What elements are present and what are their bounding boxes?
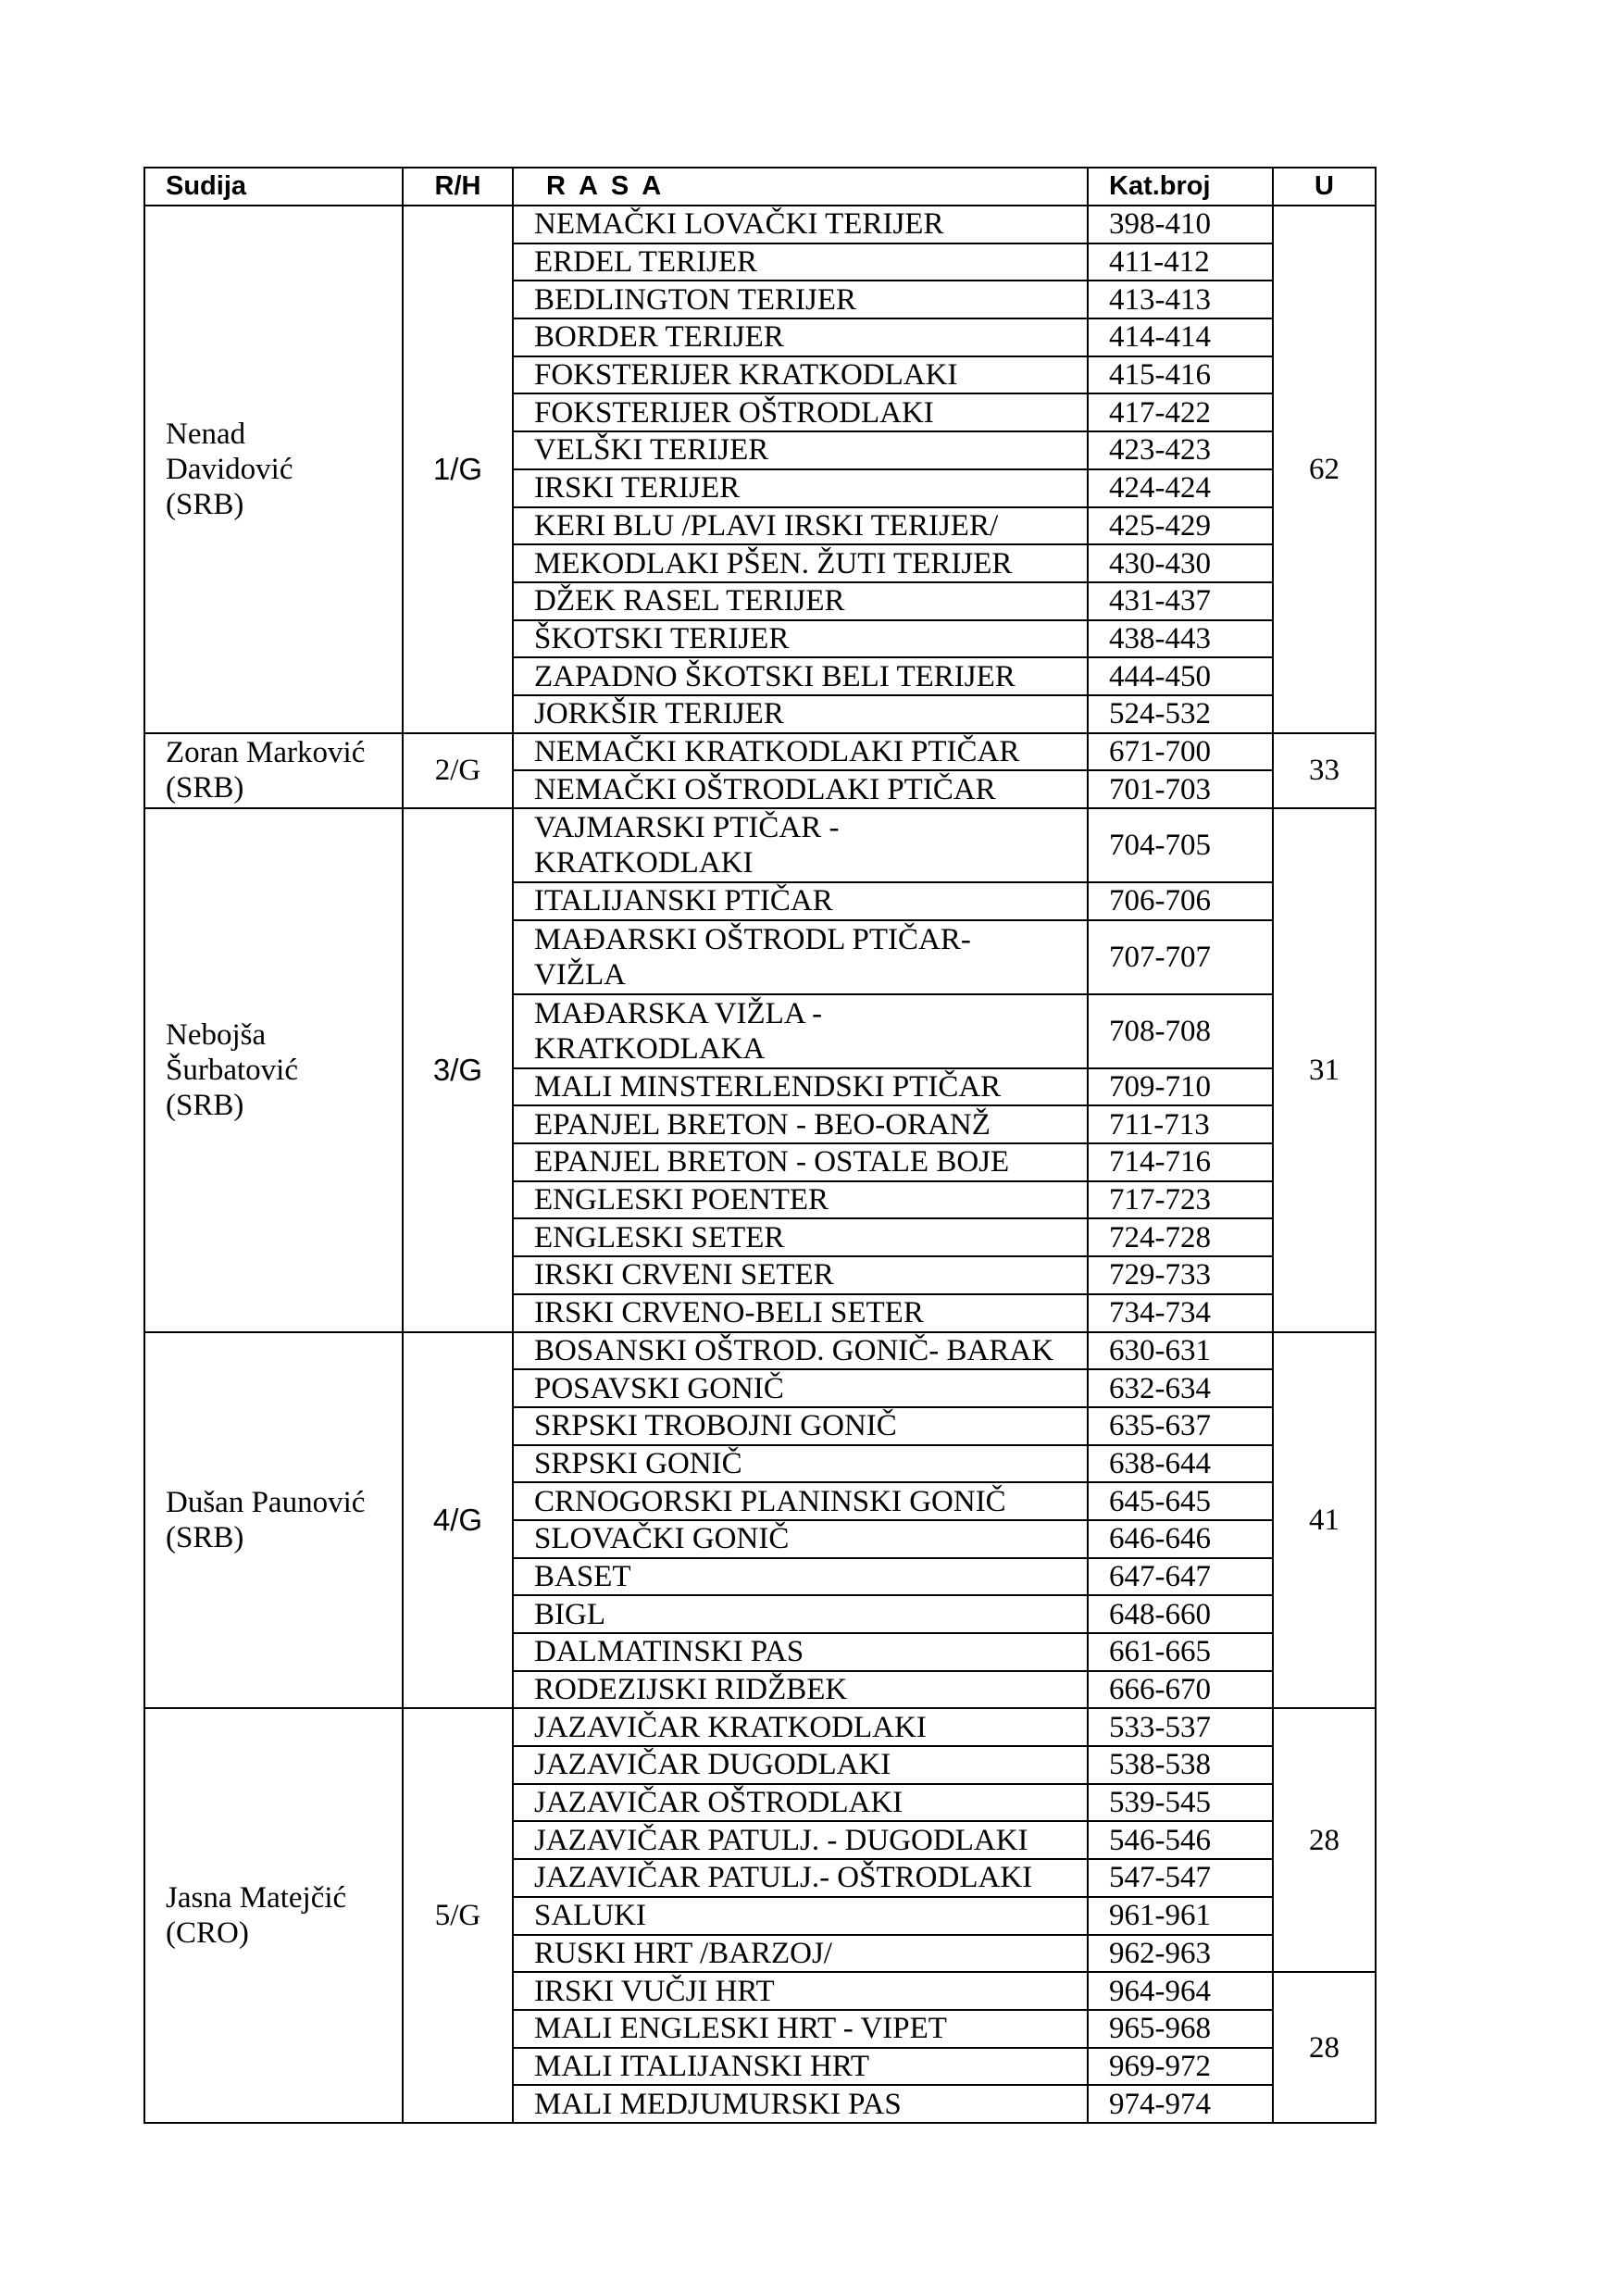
catalog-range: 711-713: [1088, 1105, 1273, 1143]
breed-name: [513, 1369, 1088, 1407]
ring-number: 2/G: [403, 733, 513, 808]
catalog-range: 546-546: [1088, 1821, 1273, 1859]
breed-name-text: IRSKI CRVENO-BELI SETER: [534, 1296, 924, 1330]
ring-number: 5/G: [403, 1708, 513, 2123]
breed-name: [513, 1068, 1088, 1106]
breed-name: [513, 1181, 1088, 1219]
judge-name: [144, 1332, 403, 1709]
breed-name-text: IRSKI VUČJI HRT: [534, 1974, 775, 2008]
breed-name: [513, 507, 1088, 545]
breed-name: [513, 1897, 1088, 1935]
table-row: [144, 1332, 1376, 1370]
breed-name: [513, 1746, 1088, 1784]
header-total: U: [1273, 168, 1376, 206]
breed-name-text: MAĐARSKI OŠTRODL PTIČAR- VIŽLA: [534, 922, 971, 992]
breed-name: [513, 1332, 1088, 1370]
breed-name-text: VELŠKI TERIJER: [534, 433, 769, 468]
breed-name: [513, 1407, 1088, 1445]
entry-total: 33: [1273, 733, 1376, 808]
table-row: [144, 733, 1376, 771]
ring-number: 3/G: [403, 808, 513, 1332]
breed-name-text: RUSKI HRT /BARZOJ/: [534, 1936, 832, 1970]
catalog-range: 734-734: [1088, 1294, 1273, 1332]
breed-name-text: JORKŠIR TERIJER: [534, 697, 784, 731]
breed-name: [513, 356, 1088, 394]
catalog-range: 671-700: [1088, 733, 1273, 771]
breed-name: [513, 1218, 1088, 1256]
breed-name: [513, 657, 1088, 695]
breed-name-text: BOSANSKI OŠTROD. GONIČ- BARAK: [534, 1333, 1054, 1367]
breed-name-text: JAZAVIČAR KRATKODLAKI: [534, 1710, 927, 1744]
breed-name: [513, 882, 1088, 920]
catalog-range: 646-646: [1088, 1520, 1273, 1558]
catalog-range: 398-410: [1088, 206, 1273, 243]
entry-total: 31: [1273, 808, 1376, 1332]
breed-name: [513, 469, 1088, 507]
breed-name: [513, 544, 1088, 582]
header-ring: R/H: [403, 168, 513, 206]
catalog-range: 524-532: [1088, 695, 1273, 733]
breed-name-text: FOKSTERIJER OŠTRODLAKI: [534, 395, 934, 430]
breed-name-text: JAZAVIČAR PATULJ.- OŠTRODLAKI: [534, 1861, 1033, 1895]
breed-name-text: NEMAČKI OŠTRODLAKI PTIČAR: [534, 772, 996, 806]
breed-name-text: EPANJEL BRETON - BEO-ORANŽ: [534, 1107, 991, 1142]
breed-name-text: FOKSTERIJER KRATKODLAKI: [534, 358, 958, 393]
catalog-range: 648-660: [1088, 1595, 1273, 1633]
judge-name-text: Dušan Paunović (SRB): [166, 1485, 366, 1554]
breed-name: [513, 1294, 1088, 1332]
catalog-range: 417-422: [1088, 393, 1273, 431]
judging-schedule-table: [143, 167, 1377, 2124]
catalog-range: 444-450: [1088, 657, 1273, 695]
breed-name: [513, 431, 1088, 469]
breed-name-text: SRPSKI GONIČ: [534, 1446, 742, 1480]
breed-name: [513, 733, 1088, 771]
catalog-range: 729-733: [1088, 1256, 1273, 1294]
table-body: [144, 206, 1376, 2123]
breed-name: [513, 1671, 1088, 1709]
breed-name-text: CRNOGORSKI PLANINSKI GONIČ: [534, 1484, 1006, 1518]
breed-name: [513, 1105, 1088, 1143]
breed-name: [513, 318, 1088, 356]
breed-name-text: MALI MEDJUMURSKI PAS: [534, 2087, 902, 2121]
breed-name: [513, 1558, 1088, 1596]
catalog-range: 724-728: [1088, 1218, 1273, 1256]
catalog-range: 961-961: [1088, 1897, 1273, 1935]
catalog-range: 645-645: [1088, 1482, 1273, 1520]
breed-name: [513, 281, 1088, 318]
header-judge: Sudija: [144, 168, 403, 206]
breed-name-text: BIGL: [534, 1597, 605, 1631]
judge-name-text: Zoran Marković (SRB): [166, 736, 366, 805]
breed-name-text: JAZAVIČAR PATULJ. - DUGODLAKI: [534, 1823, 1028, 1857]
catalog-range: 706-706: [1088, 882, 1273, 920]
judge-name: [144, 808, 403, 1332]
breed-name: [513, 1595, 1088, 1633]
breed-name: [513, 1935, 1088, 1973]
breed-name-text: JAZAVIČAR DUGODLAKI: [534, 1748, 891, 1782]
breed-name-text: BORDER TERIJER: [534, 320, 784, 355]
catalog-range: 701-703: [1088, 770, 1273, 808]
breed-name: [513, 920, 1088, 994]
breed-name-text: ŠKOTSKI TERIJER: [534, 621, 790, 655]
ring-number: 1/G: [403, 206, 513, 733]
catalog-range: 965-968: [1088, 2010, 1273, 2048]
catalog-range: 707-707: [1088, 920, 1273, 994]
breed-name: [513, 2010, 1088, 2048]
breed-name: [513, 1256, 1088, 1294]
catalog-range: 430-430: [1088, 544, 1273, 582]
breed-name: [513, 808, 1088, 882]
judge-name-text: Jasna Matejčić (CRO): [166, 1881, 347, 1951]
breed-name-text: ENGLESKI POENTER: [534, 1183, 829, 1217]
breed-name: [513, 994, 1088, 1068]
breed-name-text: IRSKI CRVENI SETER: [534, 1258, 834, 1292]
catalog-range: 438-443: [1088, 620, 1273, 658]
breed-name-text: SRPSKI TROBOJNI GONIČ: [534, 1409, 897, 1443]
catalog-range: 704-705: [1088, 808, 1273, 882]
judge-name-text: Nenad Davidović (SRB): [166, 417, 293, 521]
catalog-range: 962-963: [1088, 1935, 1273, 1973]
catalog-range: 647-647: [1088, 1558, 1273, 1596]
breed-name-text: JAZAVIČAR OŠTRODLAKI: [534, 1786, 903, 1820]
judge-name-text: Nebojša Šurbatović (SRB): [166, 1017, 298, 1122]
catalog-range: 717-723: [1088, 1181, 1273, 1219]
breed-name: [513, 770, 1088, 808]
breed-name: [513, 243, 1088, 281]
breed-name-text: MALI MINSTERLENDSKI PTIČAR: [534, 1070, 1002, 1104]
entry-total: 28: [1273, 1708, 1376, 1972]
breed-name: [513, 2085, 1088, 2123]
catalog-range: 538-538: [1088, 1746, 1273, 1784]
breed-name: [513, 1520, 1088, 1558]
header-breed: RASA: [513, 168, 1088, 206]
catalog-range: 630-631: [1088, 1332, 1273, 1370]
catalog-range: 709-710: [1088, 1068, 1273, 1106]
breed-name-text: SALUKI: [534, 1899, 646, 1933]
catalog-range: 415-416: [1088, 356, 1273, 394]
breed-name: [513, 1972, 1088, 2010]
breed-name-text: ENGLESKI SETER: [534, 1220, 785, 1254]
ring-number: 4/G: [403, 1332, 513, 1709]
breed-name: [513, 1633, 1088, 1671]
table-row: [144, 206, 1376, 243]
breed-name: [513, 1445, 1088, 1483]
catalog-range: 414-414: [1088, 318, 1273, 356]
breed-name-text: NEMAČKI LOVAČKI TERIJER: [534, 207, 944, 242]
catalog-range: 969-972: [1088, 2048, 1273, 2086]
breed-name-text: DALMATINSKI PAS: [534, 1635, 804, 1669]
catalog-range: 666-670: [1088, 1671, 1273, 1709]
catalog-range: 411-412: [1088, 243, 1273, 281]
breed-name-text: MALI ITALIJANSKI HRT: [534, 2049, 870, 2083]
breed-name: [513, 1143, 1088, 1181]
table-row: [144, 808, 1376, 882]
entry-total: 41: [1273, 1332, 1376, 1709]
breed-name: [513, 695, 1088, 733]
catalog-range: 539-545: [1088, 1784, 1273, 1822]
breed-name-text: DŽEK RASEL TERIJER: [534, 584, 845, 618]
catalog-range: 708-708: [1088, 994, 1273, 1068]
header-row: [144, 168, 1376, 206]
breed-name-text: ZAPADNO ŠKOTSKI BELI TERIJER: [534, 659, 1016, 693]
breed-name: [513, 393, 1088, 431]
breed-name: [513, 1859, 1088, 1897]
breed-name-text: MALI ENGLESKI HRT - VIPET: [534, 2012, 947, 2046]
breed-name: [513, 1784, 1088, 1822]
catalog-range: 413-413: [1088, 281, 1273, 318]
catalog-range: 431-437: [1088, 582, 1273, 620]
breed-name-text: BASET: [534, 1559, 631, 1593]
table-row: [144, 1708, 1376, 1746]
catalog-range: 533-537: [1088, 1708, 1273, 1746]
breed-name-text: VAJMARSKI PTIČAR - KRATKODLAKI: [534, 811, 840, 880]
breed-name: [513, 582, 1088, 620]
breed-name: [513, 2048, 1088, 2086]
entry-total: 62: [1273, 206, 1376, 733]
catalog-range: 635-637: [1088, 1407, 1273, 1445]
judge-name: [144, 1708, 403, 2123]
breed-name-text: ITALIJANSKI PTIČAR: [534, 884, 833, 918]
breed-name-text: IRSKI TERIJER: [534, 471, 741, 505]
entry-total: 28: [1273, 1972, 1376, 2123]
breed-name-text: NEMAČKI KRATKODLAKI PTIČAR: [534, 734, 1020, 768]
catalog-range: 425-429: [1088, 507, 1273, 545]
breed-name: [513, 620, 1088, 658]
breed-name: [513, 1821, 1088, 1859]
breed-name-text: KERI BLU /PLAVI IRSKI TERIJER/: [534, 508, 999, 543]
breed-name-text: MEKODLAKI PŠEN. ŽUTI TERIJER: [534, 546, 1013, 580]
catalog-range: 547-547: [1088, 1859, 1273, 1897]
breed-name-text: SLOVAČKI GONIČ: [534, 1522, 790, 1556]
judge-name: [144, 733, 403, 808]
header-catalog: Kat.broj: [1088, 168, 1273, 206]
catalog-range: 632-634: [1088, 1369, 1273, 1407]
breed-name-text: EPANJEL BRETON - OSTALE BOJE: [534, 1145, 1010, 1179]
breed-name-text: MAĐARSKA VIŽLA - KRATKODLAKA: [534, 996, 823, 1066]
judge-name: [144, 206, 403, 733]
catalog-range: 424-424: [1088, 469, 1273, 507]
breed-name: [513, 1482, 1088, 1520]
breed-name: [513, 206, 1088, 243]
catalog-range: 423-423: [1088, 431, 1273, 469]
breed-name-text: ERDEL TERIJER: [534, 245, 758, 280]
catalog-range: 638-644: [1088, 1445, 1273, 1483]
breed-name-text: RODEZIJSKI RIDŽBEK: [534, 1673, 848, 1707]
breed-name-text: BEDLINGTON TERIJER: [534, 282, 857, 317]
catalog-range: 974-974: [1088, 2085, 1273, 2123]
breed-name-text: POSAVSKI GONIČ: [534, 1371, 784, 1405]
breed-name: [513, 1708, 1088, 1746]
catalog-range: 964-964: [1088, 1972, 1273, 2010]
catalog-range: 714-716: [1088, 1143, 1273, 1181]
catalog-range: 661-665: [1088, 1633, 1273, 1671]
